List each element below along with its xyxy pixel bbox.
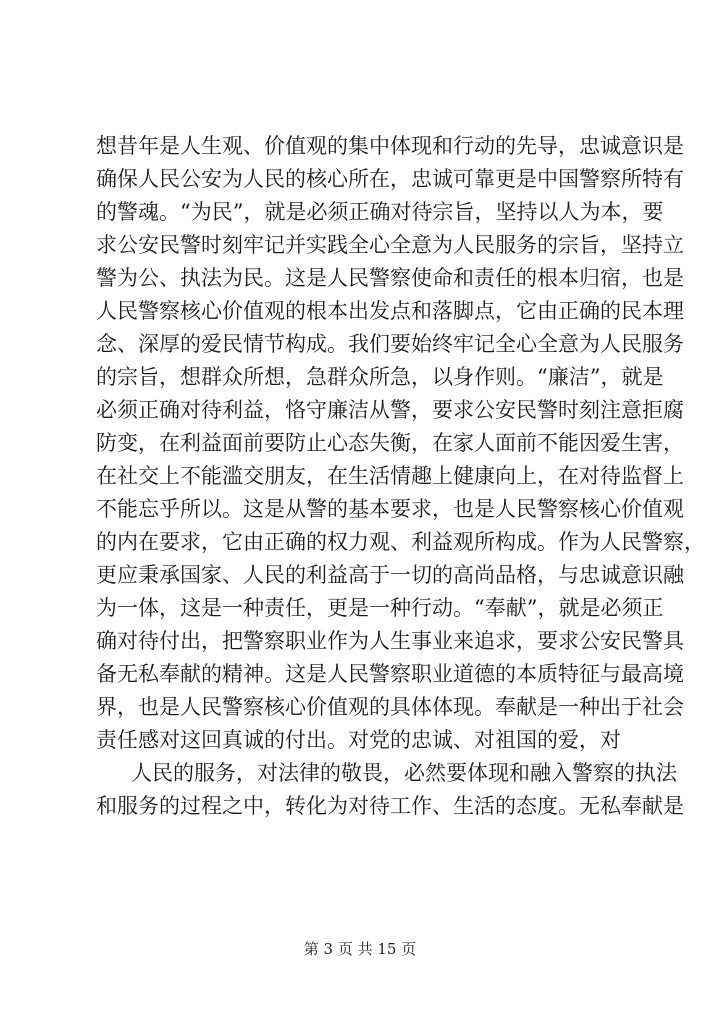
- paragraph-line: 求公安民警时刻牢记并实践全心全意为人民服务的宗旨，坚持立: [96, 233, 684, 257]
- paragraph-line: 更应秉承国家、人民的利益高于一切的高尚品格，与忠诚意识融: [96, 563, 684, 587]
- paragraph-line: 和服务的过程之中，转化为对待工作、生活的态度。无私奉献是: [96, 794, 684, 818]
- paragraph-line: 警为公、执法为民。这是人民警察使命和责任的根本归宿，也是: [96, 266, 684, 290]
- paragraph-line: 不能忘乎所以。这是从警的基本要求，也是人民警察核心价值观: [96, 497, 684, 521]
- paragraph-line: 为一体，这是一种责任，更是一种行动。“奉献”，就是必须正: [96, 596, 664, 620]
- paragraph-line: 人民的服务，对法律的敬畏，必然要体现和融入警察的执法: [131, 761, 677, 785]
- paragraph-line: 界，也是人民警察核心价值观的具体体现。奉献是一种出于社会: [96, 695, 684, 719]
- paragraph-line: 的警魂。“为民”，就是必须正确对待宗旨，坚持以人为本，要: [96, 200, 664, 224]
- paragraph-line: 责任感对这回真诚的付出。对党的忠诚、对祖国的爱，对: [96, 728, 621, 752]
- paragraph-line: 在社交上不能滥交朋友，在生活情趣上健康向上，在对待监督上: [96, 464, 684, 488]
- paragraph-line: 人民警察核心价值观的根本出发点和落脚点，它由正确的民本理: [96, 299, 684, 323]
- page-footer: 第 3 页 共 15 页: [303, 940, 417, 958]
- paragraph-line: 想昔年是人生观、价值观的集中体现和行动的先导，忠诚意识是: [96, 134, 684, 158]
- paragraph-line: 防变，在利益面前要防止心态失衡，在家人面前不能因爱生害，: [96, 431, 684, 455]
- paragraph-line: 确对待付出，把警察职业作为人生事业来追求，要求公安民警具: [96, 629, 684, 653]
- paragraph-line: 的宗旨，想群众所想，急群众所急，以身作则。“廉洁”，就是: [96, 365, 664, 389]
- paragraph-line: 的内在要求，它由正确的权力观、利益观所构成。作为人民警察，: [96, 530, 705, 554]
- paragraph-line: 念、深厚的爱民情节构成。我们要始终牢记全心全意为人民服务: [96, 332, 684, 356]
- paragraph-line: 必须正确对待利益，恪守廉洁从警，要求公安民警时刻注意拒腐: [96, 398, 684, 422]
- paragraph-line: 确保人民公安为人民的核心所在，忠诚可靠更是中国警察所特有: [96, 167, 684, 191]
- paragraph-line: 备无私奉献的精神。这是人民警察职业道德的本质特征与最高境: [96, 662, 684, 686]
